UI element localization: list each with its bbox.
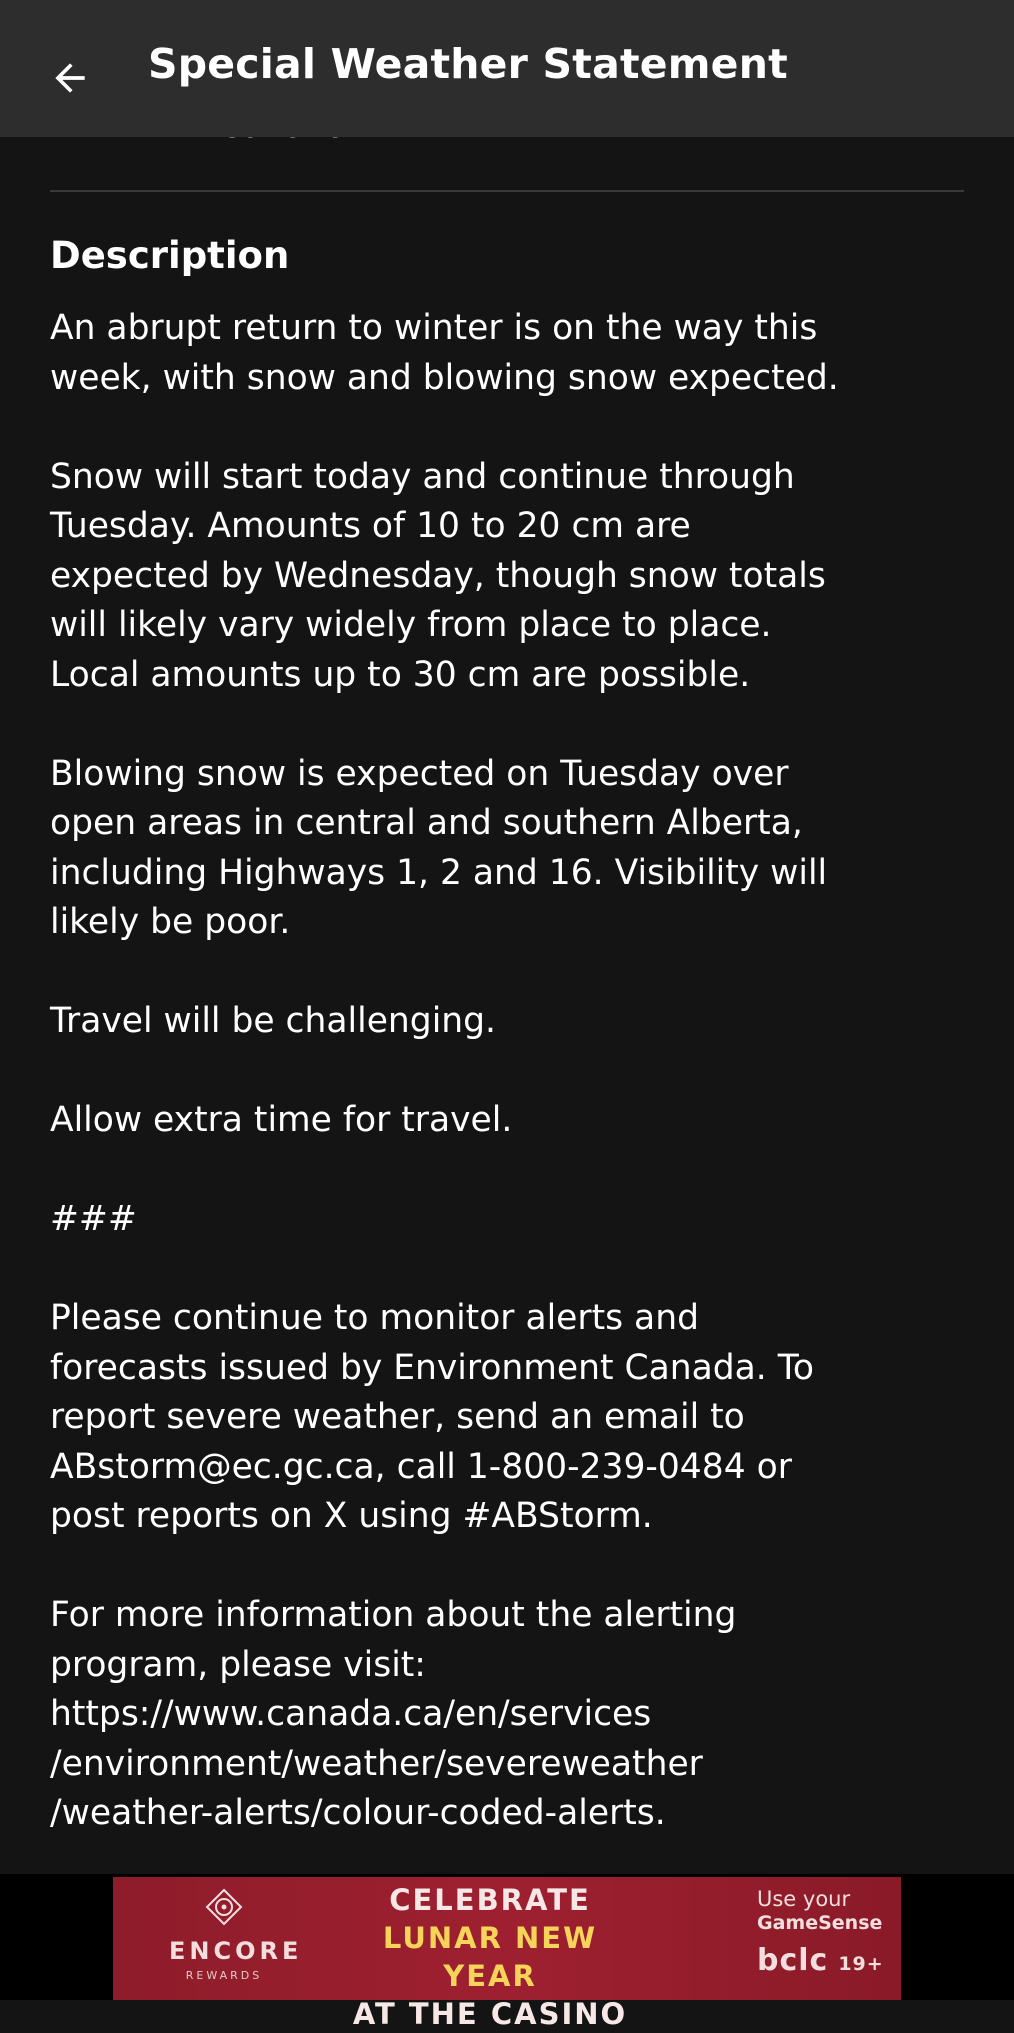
description-paragraph: Please continue to monitor alerts and forecasts issued by Environment Canada. To report severe weather, send an email to ABstorm@ec.gc.ca, call 1-800-239-0484 or post reports on X using #ABStorm. — [50, 1298, 815, 1536]
back-button[interactable] — [30, 38, 110, 118]
description-paragraph: For more information about the alerting program, please visit: https://www.canada.ca/en/services /environment/weather/severeweather /weather-alerts/colour-coded-alerts. — [50, 1595, 737, 1833]
ad-sponsor-line-1: Use your — [757, 1887, 851, 1911]
ad-line-3: AT THE CASINO — [352, 1997, 628, 2031]
diamond-logo-icon — [206, 1889, 242, 1925]
bclc-logo — [757, 1943, 897, 1978]
encore-rewards-logo — [169, 1887, 303, 1987]
ad-sponsor — [757, 1887, 897, 1978]
ad-headline — [335, 1881, 645, 2033]
section-divider — [50, 190, 964, 192]
description-paragraph: Blowing snow is expected on Tuesday over open areas in central and southern Alberta, including Highways 1, 2 and 16. Visibility will likely be poor. — [50, 753, 828, 942]
description-paragraph: Travel will be challenging. — [50, 1001, 497, 1041]
description-paragraph: An abrupt return to winter is on the way this week, with snow and blowing snow expected. — [50, 308, 839, 398]
description-body — [50, 304, 980, 1888]
ad-brand-sub: REWARDS — [185, 1969, 263, 1982]
description-paragraph: ### — [50, 1199, 137, 1239]
arrow-left-icon — [48, 56, 92, 100]
description-paragraph: Allow extra time for travel. — [50, 1100, 513, 1140]
ad-banner[interactable] — [113, 1877, 901, 2031]
description-paragraph: Snow will start today and continue through Tuesday. Amounts of 10 to 20 cm are expected by Wednesday, though snow totals will likely vary widely from place to place. Local amounts up to 30 cm are possible. — [50, 456, 826, 695]
age-restriction-badge: 19+ — [838, 1953, 884, 1975]
app-bar — [0, 0, 1014, 137]
ad-brand: ENCORE — [169, 1937, 303, 1965]
ad-line-2: LUNAR NEW YEAR — [382, 1921, 598, 1993]
bclc-wordmark: bclc — [757, 1943, 829, 1978]
description-heading: Description — [50, 234, 290, 277]
ad-sponsor-line-2: GameSense — [757, 1912, 883, 1934]
page-title: Special Weather Statement — [148, 40, 788, 88]
ad-line-1: CELEBRATE — [389, 1883, 591, 1917]
